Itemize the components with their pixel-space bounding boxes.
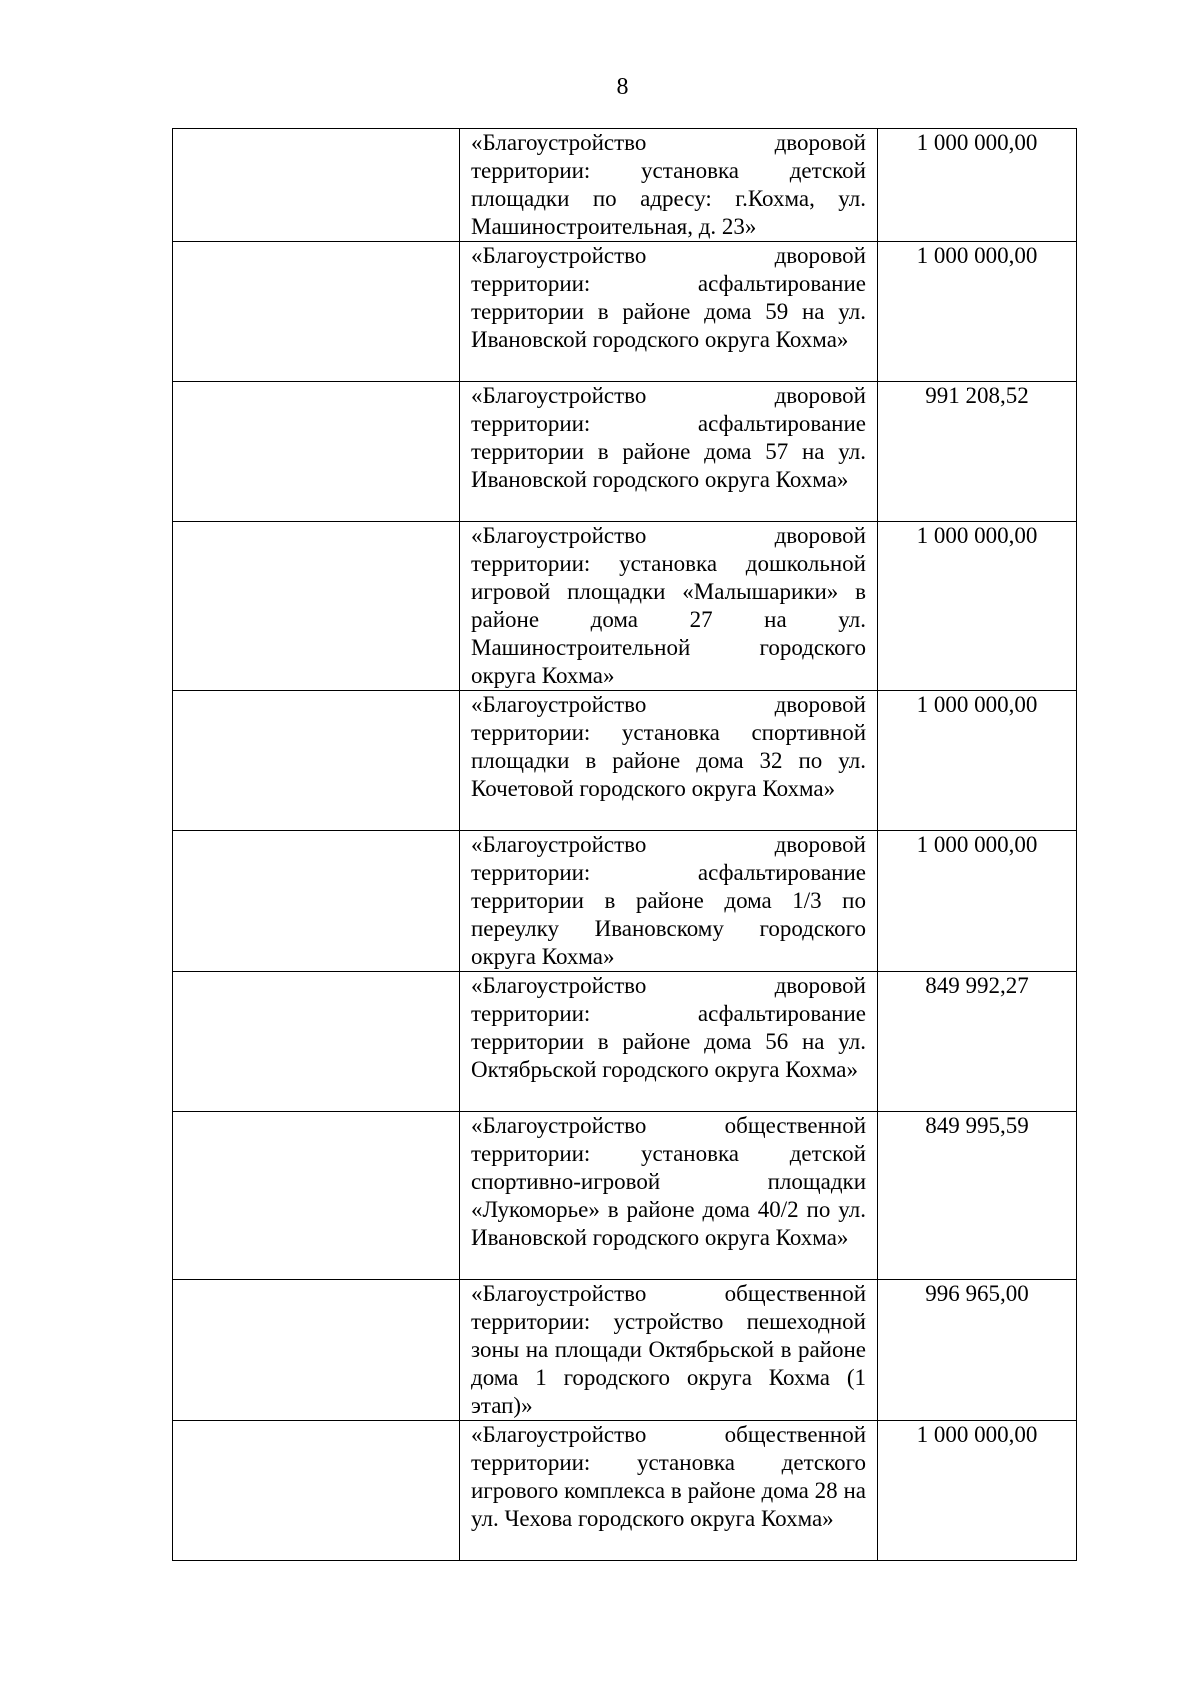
- empty-cell: [173, 522, 460, 691]
- table-row: [173, 382, 1077, 522]
- table-row: [173, 691, 1077, 831]
- project-amount: 996 965,00: [878, 1280, 1077, 1421]
- project-description: «Благоустройство дворовой территории: установка детской площадки по адресу: г.Кохма, ул. Машиностроительная, д. 23»: [460, 129, 878, 242]
- table-row: [173, 1421, 1077, 1561]
- project-amount: 1 000 000,00: [878, 831, 1077, 972]
- page-number: 8: [616, 74, 629, 100]
- project-amount: 849 995,59: [878, 1112, 1077, 1280]
- project-description: «Благоустройство дворовой территории: асфальтирование территории в районе дома 56 на ул. Октябрьской городского округа Кохма»: [460, 972, 878, 1112]
- empty-cell: [173, 691, 460, 831]
- project-amount: 1 000 000,00: [878, 522, 1077, 691]
- project-description: «Благоустройство дворовой территории: асфальтирование территории в районе дома 1/3 по переулку Ивановскому городского округа Кохма»: [460, 831, 878, 972]
- empty-cell: [173, 242, 460, 382]
- table-row: [173, 522, 1077, 691]
- table-row: [173, 242, 1077, 382]
- project-amount: 1 000 000,00: [878, 242, 1077, 382]
- project-description: «Благоустройство дворовой территории: установка спортивной площадки в районе дома 32 по ул. Кочетовой городского округа Кохма»: [460, 691, 878, 831]
- project-description: «Благоустройство общественной территории: установка детского игрового комплекса в районе дома 28 на ул. Чехова городского округа Кохма»: [460, 1421, 878, 1561]
- project-amount: 1 000 000,00: [878, 691, 1077, 831]
- table-row: [173, 129, 1077, 242]
- empty-cell: [173, 972, 460, 1112]
- empty-cell: [173, 129, 460, 242]
- project-amount: 1 000 000,00: [878, 129, 1077, 242]
- empty-cell: [173, 382, 460, 522]
- empty-cell: [173, 1280, 460, 1421]
- project-amount: 1 000 000,00: [878, 1421, 1077, 1561]
- budget-table: [172, 128, 1077, 1561]
- empty-cell: [173, 1421, 460, 1561]
- project-description: «Благоустройство дворовой территории: установка дошкольной игровой площадки «Малышарики» в районе дома 27 на ул. Машиностроительной городского округа Кохма»: [460, 522, 878, 691]
- empty-cell: [173, 831, 460, 972]
- table-row: [173, 831, 1077, 972]
- project-amount: 991 208,52: [878, 382, 1077, 522]
- project-amount: 849 992,27: [878, 972, 1077, 1112]
- project-description: «Благоустройство общественной территории: установка детской спортивно-игровой площадки «Лукоморье» в районе дома 40/2 по ул. Ивановской городского округа Кохма»: [460, 1112, 878, 1280]
- table-row: [173, 1280, 1077, 1421]
- empty-cell: [173, 1112, 460, 1280]
- project-description: «Благоустройство дворовой территории: асфальтирование территории в районе дома 57 на ул. Ивановской городского округа Кохма»: [460, 382, 878, 522]
- table-row: [173, 1112, 1077, 1280]
- project-description: «Благоустройство дворовой территории: асфальтирование территории в районе дома 59 на ул. Ивановской городского округа Кохма»: [460, 242, 878, 382]
- table-row: [173, 972, 1077, 1112]
- project-description: «Благоустройство общественной территории: устройство пешеходной зоны на площади Октябрьской в районе дома 1 городского округа Кохма (1 этап)»: [460, 1280, 878, 1421]
